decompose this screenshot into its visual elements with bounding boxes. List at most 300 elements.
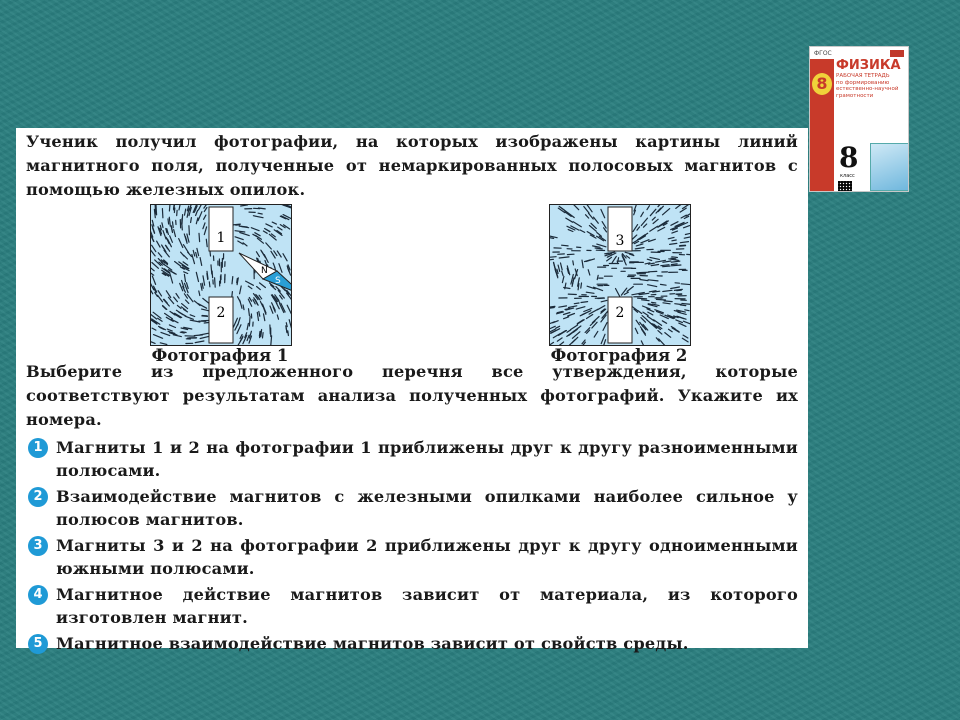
iron-filing <box>626 256 629 259</box>
iron-filing <box>199 233 200 241</box>
iron-filing <box>601 209 605 217</box>
iron-filing <box>258 213 262 214</box>
iron-filing <box>176 310 183 314</box>
iron-filing <box>658 206 663 211</box>
iron-filing <box>680 305 686 306</box>
iron-filing <box>647 259 651 260</box>
iron-filing <box>643 312 648 315</box>
iron-filing <box>249 316 250 326</box>
iron-filing <box>676 320 683 323</box>
iron-filing <box>672 231 678 233</box>
iron-filing <box>152 328 156 330</box>
iron-filing <box>206 239 207 247</box>
iron-filing <box>662 321 666 324</box>
iron-filing <box>184 272 188 274</box>
iron-filing <box>647 320 652 325</box>
book-grade-badge: 8 <box>812 73 832 95</box>
iron-filing <box>601 300 607 301</box>
iron-filing <box>185 209 186 215</box>
iron-filing <box>235 324 238 330</box>
iron-filing <box>209 282 210 287</box>
book-subtitle-3: естественно-научной <box>836 86 899 92</box>
iron-filing <box>648 312 653 315</box>
iron-filing <box>202 283 203 288</box>
iron-filing <box>658 205 661 207</box>
iron-filing <box>160 343 167 345</box>
iron-filing <box>201 284 202 291</box>
iron-filing <box>562 277 564 283</box>
iron-filing <box>661 265 669 266</box>
iron-filing <box>200 333 208 335</box>
iron-filing <box>603 340 605 345</box>
book-grade-number: 8 <box>839 141 859 174</box>
iron-filing <box>671 258 676 259</box>
iron-filing <box>277 251 281 257</box>
iron-filing <box>573 222 581 227</box>
iron-filing <box>558 265 560 271</box>
iron-filing <box>652 217 655 220</box>
iron-filing <box>198 205 201 210</box>
option-3[interactable] <box>26 534 798 580</box>
iron-filing <box>607 257 612 261</box>
iron-filing <box>174 297 178 302</box>
iron-filing <box>562 271 563 275</box>
iron-filing <box>168 297 173 303</box>
photo-1 <box>150 204 292 346</box>
iron-filing <box>568 230 573 232</box>
iron-filing <box>602 222 606 229</box>
iron-filing <box>152 276 155 284</box>
iron-filing <box>260 283 266 288</box>
iron-filing <box>202 316 208 317</box>
book-subtitle-4: грамотности <box>836 92 874 99</box>
iron-filing <box>203 276 205 285</box>
iron-filing <box>677 290 682 291</box>
iron-filing <box>197 248 199 255</box>
iron-filing <box>684 216 688 218</box>
option-1-number: 1 <box>28 438 48 458</box>
iron-filing <box>263 333 264 338</box>
iron-filing <box>587 315 593 319</box>
iron-filing <box>174 230 176 237</box>
iron-filing <box>240 233 249 236</box>
iron-filing <box>642 300 650 301</box>
iron-filing <box>215 278 216 287</box>
iron-filing <box>200 336 209 338</box>
magnet-3-label: 3 <box>615 233 625 249</box>
iron-filing <box>264 314 265 321</box>
iron-filing <box>586 292 594 293</box>
iron-filing <box>199 291 200 296</box>
iron-filing <box>189 226 190 235</box>
iron-filing <box>638 311 642 314</box>
iron-filing <box>670 243 677 244</box>
iron-filing <box>647 206 650 210</box>
iron-filing <box>680 242 688 243</box>
iron-filing <box>616 289 620 297</box>
iron-filing <box>661 284 667 285</box>
iron-filing <box>232 277 233 284</box>
iron-filing <box>247 335 249 340</box>
iron-filing <box>550 322 555 326</box>
iron-filing <box>640 280 648 281</box>
iron-filing <box>246 281 254 285</box>
iron-filing <box>650 257 659 259</box>
iron-filing <box>196 210 198 215</box>
iron-filing <box>617 258 618 264</box>
iron-filing <box>165 313 173 318</box>
iron-filing <box>235 231 245 232</box>
iron-filing <box>665 333 671 338</box>
iron-filing <box>567 330 571 332</box>
iron-filing <box>652 302 656 303</box>
iron-filing <box>155 293 158 297</box>
iron-filing <box>584 207 589 214</box>
iron-filing <box>632 294 638 295</box>
iron-filing <box>636 320 639 325</box>
iron-filing <box>158 253 161 257</box>
iron-filing <box>193 250 195 256</box>
iron-filing <box>624 292 628 294</box>
magnet-2b-label: 2 <box>615 305 625 321</box>
magnet-2-label: 2 <box>216 305 226 321</box>
iron-filing <box>180 332 184 333</box>
iron-filing <box>643 306 651 309</box>
iron-filing <box>653 219 658 223</box>
task-panel <box>16 128 808 653</box>
iron-filing <box>559 257 569 258</box>
iron-filing <box>641 212 644 216</box>
iron-filing <box>270 306 273 313</box>
iron-filing <box>157 241 160 247</box>
compass-n-label: N <box>261 266 268 276</box>
photo-2-field <box>550 205 690 345</box>
iron-filing <box>597 275 598 279</box>
iron-filing <box>253 216 263 218</box>
iron-filing <box>169 205 170 211</box>
iron-filing <box>671 287 680 289</box>
iron-filing <box>184 274 185 281</box>
book-publisher-logo <box>890 50 904 57</box>
iron-filing <box>684 226 690 228</box>
option-1-text: Магниты 1 и 2 на фотографии 1 приближены друг к другу разноименными полюсами. <box>56 438 798 480</box>
iron-filing <box>177 305 181 308</box>
iron-filing <box>672 240 676 241</box>
book-class-label: класс <box>840 173 855 179</box>
iron-filing <box>550 257 556 258</box>
iron-filing <box>257 312 258 320</box>
iron-filing <box>635 328 638 333</box>
iron-filing <box>173 222 174 228</box>
options-list <box>26 436 798 655</box>
iron-filing <box>164 250 169 257</box>
iron-filing <box>594 331 598 337</box>
iron-filing <box>191 218 192 223</box>
iron-filing <box>266 229 270 232</box>
iron-filing <box>580 230 585 232</box>
iron-filing <box>556 326 560 328</box>
iron-filing <box>682 338 688 342</box>
iron-filing <box>557 338 562 341</box>
iron-filing <box>671 222 678 226</box>
iron-filing <box>266 224 272 227</box>
iron-filing <box>644 224 647 227</box>
iron-filing <box>574 303 579 304</box>
iron-filing <box>672 265 681 266</box>
book-qr-code <box>838 181 852 192</box>
iron-filing <box>185 316 193 319</box>
iron-filing <box>683 335 688 338</box>
iron-filing <box>247 323 248 329</box>
iron-filing <box>663 209 670 215</box>
iron-filing <box>196 253 197 258</box>
iron-filing <box>238 297 241 303</box>
iron-filing <box>251 228 259 231</box>
iron-filing <box>179 205 181 210</box>
iron-filing <box>263 231 267 233</box>
iron-filing <box>585 260 591 262</box>
iron-filing <box>663 290 672 291</box>
iron-filing <box>243 305 244 310</box>
iron-filing <box>156 205 157 215</box>
iron-filing <box>185 237 186 242</box>
iron-filing <box>586 215 589 218</box>
iron-filing <box>274 251 277 256</box>
iron-filing <box>195 341 204 343</box>
iron-filing <box>685 233 690 234</box>
iron-filing <box>550 238 554 239</box>
iron-filing <box>676 205 684 208</box>
iron-filing <box>679 323 686 326</box>
iron-filing <box>576 307 585 309</box>
iron-filing <box>635 248 644 249</box>
iron-filing <box>289 320 291 328</box>
iron-filing <box>605 253 609 254</box>
option-2[interactable] <box>26 485 798 531</box>
iron-filing <box>179 239 183 248</box>
book-title: ФИЗИКА <box>836 58 901 73</box>
iron-filing <box>261 251 265 258</box>
iron-filing <box>554 263 556 272</box>
iron-filing <box>658 331 662 335</box>
iron-filing <box>671 261 680 262</box>
iron-filing <box>671 264 677 265</box>
iron-filing <box>211 265 212 274</box>
iron-filing <box>648 285 657 287</box>
iron-filing <box>638 298 647 299</box>
iron-filing <box>249 309 250 316</box>
iron-filing <box>561 263 563 270</box>
option-3-text: Магниты 3 и 2 на фотографии 2 приближены друг к другу одноименными южными полюсами. <box>56 536 798 578</box>
iron-filing <box>589 226 596 232</box>
iron-filing <box>158 318 163 321</box>
iron-filing <box>668 237 674 238</box>
compass-s-label: S <box>275 276 281 286</box>
iron-filing <box>287 305 291 314</box>
iron-filing <box>179 262 187 267</box>
option-4[interactable] <box>26 583 798 629</box>
iron-filing <box>595 248 602 249</box>
iron-filing <box>203 223 205 229</box>
option-5-number: 5 <box>28 634 48 654</box>
option-5[interactable] <box>26 632 798 655</box>
photo-1-caption: Фотография 1 <box>151 346 289 365</box>
option-2-number: 2 <box>28 487 48 507</box>
iron-filing <box>163 231 166 239</box>
iron-filing <box>566 218 573 222</box>
iron-filing <box>573 261 574 265</box>
iron-filing <box>568 314 575 317</box>
option-3-number: 3 <box>28 536 48 556</box>
iron-filing <box>588 270 590 275</box>
iron-filing <box>152 245 156 251</box>
iron-filing <box>569 306 577 308</box>
iron-filing <box>151 290 153 294</box>
iron-filing <box>550 342 554 345</box>
iron-filing <box>279 264 282 273</box>
iron-filing <box>664 301 672 302</box>
iron-filing <box>163 299 169 306</box>
option-1[interactable] <box>26 436 798 482</box>
iron-filing <box>650 226 658 231</box>
iron-filing <box>639 293 645 294</box>
iron-filing <box>200 258 202 266</box>
iron-filing <box>259 332 260 337</box>
iron-filing <box>656 299 665 300</box>
option-5-text: Магнитное взаимодействие магнитов зависит от свойств среды. <box>56 634 689 653</box>
iron-filing <box>663 303 670 304</box>
book-fgos-label: ФГОС <box>814 49 832 57</box>
iron-filing <box>562 245 569 246</box>
iron-filing <box>154 335 163 339</box>
iron-filing <box>557 342 564 345</box>
iron-filing <box>658 227 665 231</box>
iron-filing <box>261 330 262 337</box>
book-subtitle-1: РАБОЧАЯ ТЕТРАДЬ <box>836 73 890 79</box>
iron-filing <box>204 323 209 324</box>
photo-2 <box>549 204 691 346</box>
iron-filing <box>574 205 579 210</box>
iron-filing <box>685 310 689 311</box>
iron-filing <box>151 271 154 275</box>
iron-filing <box>243 243 247 246</box>
iron-filing <box>286 327 287 332</box>
iron-filing <box>550 308 554 309</box>
iron-filing <box>169 217 170 226</box>
iron-filing <box>589 309 598 314</box>
iron-filing <box>162 209 163 218</box>
iron-filing <box>272 222 276 224</box>
photo-1-field <box>151 205 291 345</box>
iron-filing <box>241 205 248 206</box>
iron-filing <box>278 227 282 230</box>
iron-filing <box>168 219 169 224</box>
task-intro: Ученик получил фотографии, на которых изображены картины линий магнитного поля, полученные от немаркированных полосовых магнитов с помощью железных опилок. <box>26 132 798 199</box>
iron-filing <box>648 280 658 281</box>
iron-filing <box>582 260 583 268</box>
iron-filing <box>682 304 690 305</box>
iron-filing <box>570 340 576 346</box>
iron-filing <box>190 315 195 317</box>
iron-filing <box>642 329 646 335</box>
option-2-text: Взаимодействие магнитов с железными опилками наиболее сильное у полюсов магнитов. <box>56 487 798 529</box>
iron-filing <box>578 284 579 290</box>
iron-filing <box>166 291 170 298</box>
photo-2-caption: Фотография 2 <box>550 346 688 365</box>
iron-filing <box>196 218 198 224</box>
iron-filing <box>204 208 207 212</box>
iron-filing <box>151 341 155 344</box>
iron-filing <box>651 265 658 266</box>
iron-filing <box>256 252 259 257</box>
iron-filing <box>170 236 173 243</box>
option-4-text: Магнитное действие магнитов зависит от материала, из которого изготовлен магнит. <box>56 585 798 627</box>
task-question: Выберите из предложенного перечня все утверждения, которые соответствуют результатам анализа полученных фотографий. Укажите их номера. <box>26 362 798 429</box>
iron-filing <box>577 320 584 324</box>
iron-filing <box>594 217 599 223</box>
iron-filing <box>273 263 275 267</box>
iron-filing <box>161 332 170 335</box>
iron-filing <box>239 226 247 227</box>
iron-filing <box>204 227 206 235</box>
iron-filing <box>672 257 678 258</box>
iron-filing <box>603 323 607 331</box>
iron-filing <box>151 265 154 270</box>
iron-filing <box>181 252 184 256</box>
iron-filing <box>162 223 163 228</box>
iron-filing <box>283 254 287 261</box>
iron-filing <box>158 291 161 296</box>
iron-filing <box>627 287 633 292</box>
magnet-1-label: 1 <box>216 230 226 246</box>
iron-filing <box>663 261 671 262</box>
iron-filing <box>681 284 690 285</box>
iron-filing <box>259 312 260 317</box>
photos-row <box>26 204 798 365</box>
iron-filing <box>187 294 193 302</box>
iron-filing <box>669 329 673 332</box>
iron-filing <box>683 321 690 324</box>
iron-filing <box>641 341 644 345</box>
iron-filing <box>196 272 198 281</box>
iron-filing <box>637 227 640 230</box>
iron-filing <box>581 283 582 288</box>
iron-filing <box>612 256 616 262</box>
book-cover <box>809 46 909 192</box>
iron-filing <box>684 236 690 238</box>
iron-filing <box>271 336 272 345</box>
iron-filing <box>198 212 202 221</box>
iron-filing <box>171 227 172 232</box>
iron-filing <box>203 298 210 303</box>
iron-filing <box>581 302 588 303</box>
iron-filing <box>186 300 189 303</box>
iron-filing <box>240 286 242 294</box>
iron-filing <box>564 313 570 315</box>
iron-filing <box>169 325 175 328</box>
book-main <box>836 59 906 189</box>
iron-filing <box>167 329 172 331</box>
iron-filing <box>176 294 179 299</box>
iron-filing <box>172 313 180 318</box>
iron-filing <box>183 245 188 253</box>
iron-filing <box>650 209 656 216</box>
iron-filing <box>559 306 567 307</box>
iron-filing <box>210 251 211 256</box>
book-spine-band <box>810 59 834 192</box>
iron-filing <box>204 215 206 219</box>
iron-filing <box>277 315 278 319</box>
